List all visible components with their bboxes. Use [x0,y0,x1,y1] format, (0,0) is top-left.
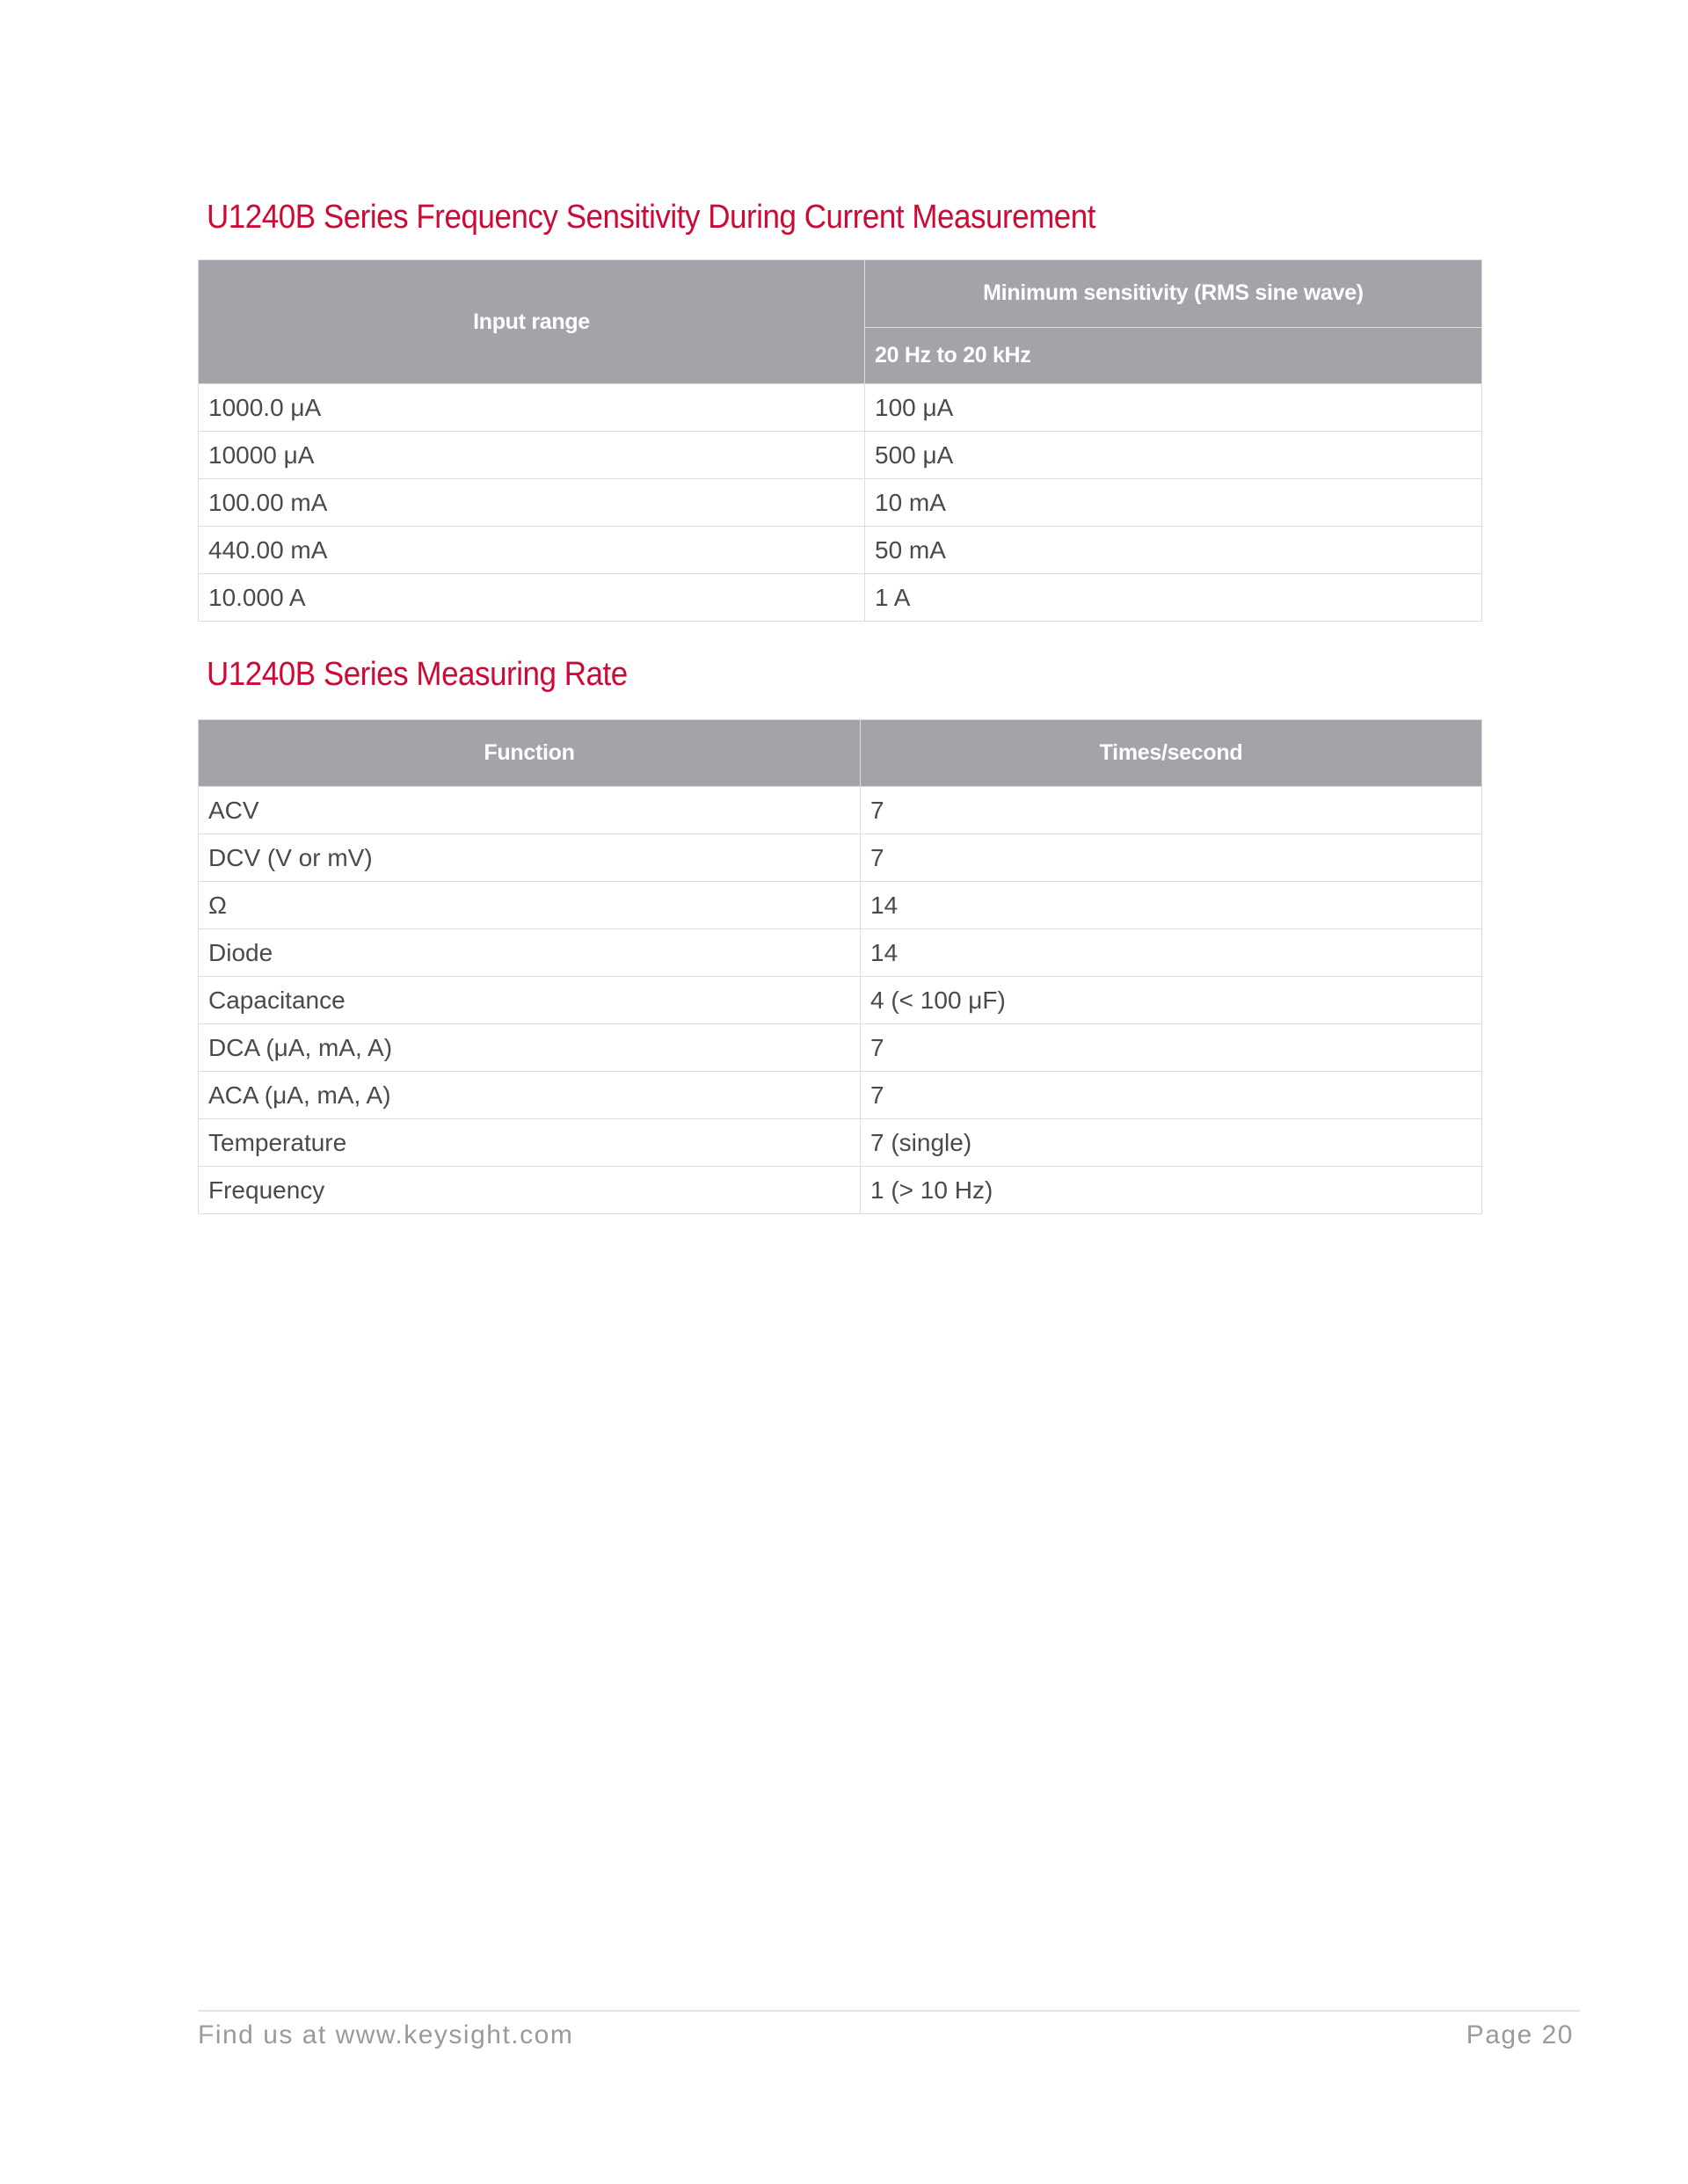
page-number: Page 20 [1466,2020,1574,2049]
table-row [199,977,1482,1024]
rate-cell: 7 [861,1072,1482,1119]
table-row [199,479,1482,527]
table-row [199,527,1482,574]
function-cell: Diode [199,929,861,977]
sensitivity-section-title: U1240B Series Frequency Sensitivity During Current Measurement [207,199,1096,236]
measuring-rate-section-title: U1240B Series Measuring Rate [207,656,628,693]
function-cell: DCV (V or mV) [199,834,861,882]
table-row [199,432,1482,479]
table-row [199,787,1482,834]
rate-cell: 14 [861,929,1482,977]
header-input-range: Input range [199,260,865,384]
frequency-sensitivity-table [198,259,1482,622]
function-cell: Frequency [199,1167,861,1214]
sensitivity-cell: 500 μA [865,432,1482,479]
rate-cell: 7 [861,1024,1482,1072]
function-cell: Ω [199,882,861,929]
measuring-rate-table [198,719,1482,1214]
input-range-cell: 10.000 A [199,574,865,622]
sensitivity-cell: 100 μA [865,384,1482,432]
table-row [199,1167,1482,1214]
sensitivity-cell: 1 A [865,574,1482,622]
rate-cell: 1 (> 10 Hz) [861,1167,1482,1214]
function-cell: Capacitance [199,977,861,1024]
header-times-per-second: Times/second [861,720,1482,787]
sensitivity-cell: 50 mA [865,527,1482,574]
input-range-cell: 10000 μA [199,432,865,479]
function-cell: Temperature [199,1119,861,1167]
rate-cell: 7 [861,787,1482,834]
rate-cell: 4 (< 100 μF) [861,977,1482,1024]
table-row [199,1119,1482,1167]
input-range-cell: 100.00 mA [199,479,865,527]
table-row [199,834,1482,882]
rate-cell: 7 (single) [861,1119,1482,1167]
input-range-cell: 440.00 mA [199,527,865,574]
sensitivity-cell: 10 mA [865,479,1482,527]
input-range-cell: 1000.0 μA [199,384,865,432]
function-cell: ACV [199,787,861,834]
header-min-sensitivity: Minimum sensitivity (RMS sine wave) [865,260,1482,328]
table-row [199,384,1482,432]
table-row [199,1072,1482,1119]
rate-cell: 14 [861,882,1482,929]
rate-cell: 7 [861,834,1482,882]
footer-website-text: Find us at www.keysight.com [198,2020,574,2049]
function-cell: DCA (μA, mA, A) [199,1024,861,1072]
table-row [199,929,1482,977]
table-row [199,1024,1482,1072]
header-frequency-band: 20 Hz to 20 kHz [865,327,1482,383]
header-function: Function [199,720,861,787]
table-row [199,574,1482,622]
footer-divider [198,2010,1580,2012]
function-cell: ACA (μA, mA, A) [199,1072,861,1119]
table-row [199,882,1482,929]
